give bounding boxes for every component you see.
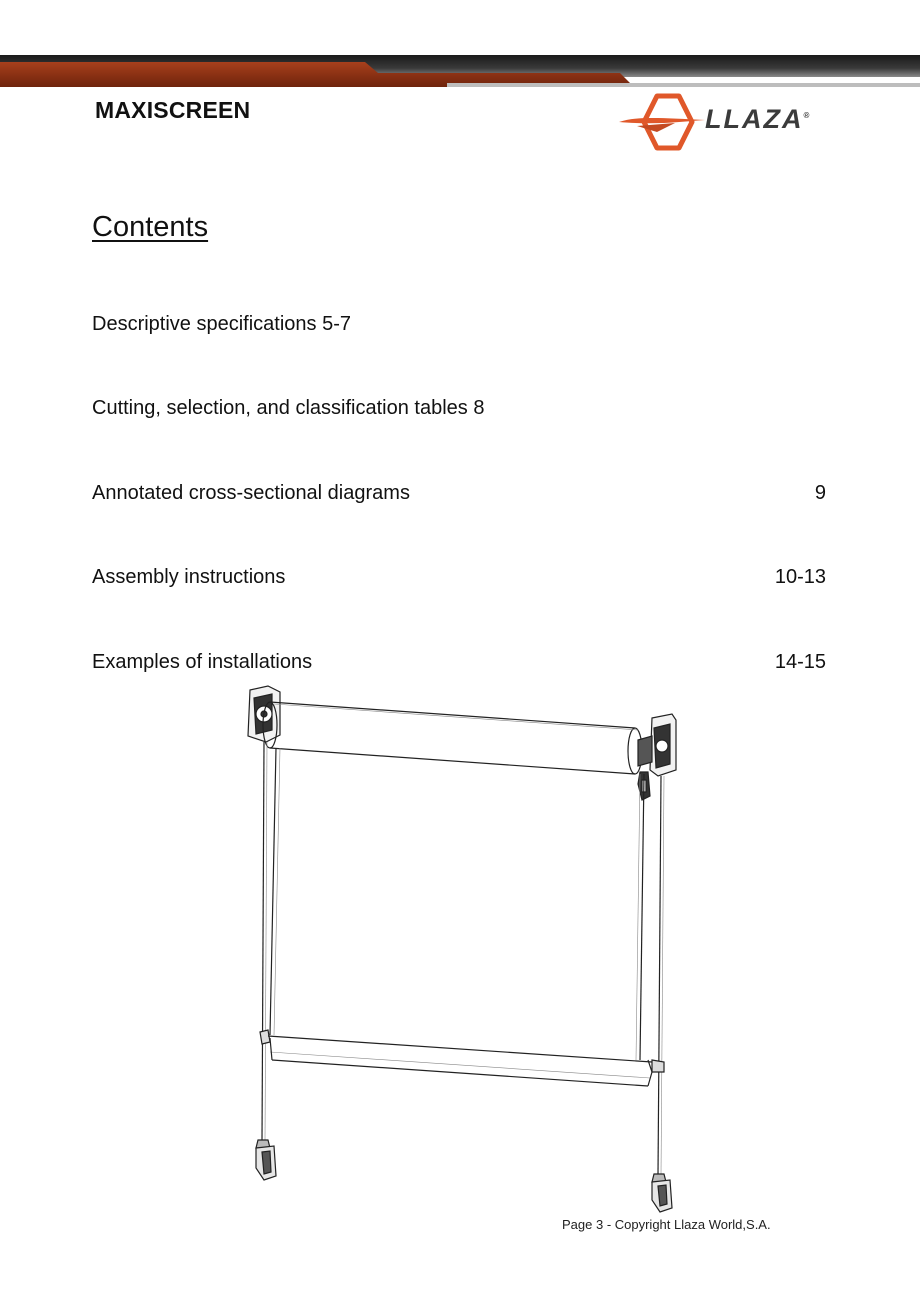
llaza-logo (617, 92, 832, 152)
grey-underline (447, 83, 920, 87)
toc-item-label: Annotated cross-sectional diagrams (92, 482, 410, 504)
toc-item-label: Examples of installations (92, 651, 313, 673)
toc-item-page: 9 (814, 482, 826, 504)
toc-item-label: Assembly instructions (92, 566, 286, 588)
toc-item[interactable] (92, 482, 826, 512)
toc-item[interactable] (92, 566, 826, 596)
toc-item-label: Cutting, selection, and classification tables 8 (92, 397, 485, 419)
fabric-panel (270, 748, 644, 1060)
document-title: MAXISCREEN (95, 97, 251, 123)
toc-item-label: Descriptive specifications 5-7 (92, 313, 351, 335)
contents-heading: Contents (92, 211, 209, 243)
toc-item[interactable] (92, 651, 826, 681)
toc-item[interactable] (92, 397, 826, 427)
toc-item-page: 14-15 (774, 651, 826, 673)
toc-item[interactable] (92, 313, 826, 343)
top-roller-tube (263, 702, 642, 774)
logo-emblem-icon (617, 92, 707, 152)
page-footer: Page 3 - Copyright Llaza World,S.A. (562, 1217, 771, 1232)
guide-cords (262, 742, 664, 1175)
toc-item-page: 10-13 (774, 566, 826, 588)
roller-blind-drawing (240, 680, 700, 1215)
header-band (0, 0, 920, 100)
bottom-bar (260, 1030, 664, 1086)
bottom-weights (256, 1140, 672, 1212)
logo-wordmark: LLAZA® (705, 104, 810, 134)
